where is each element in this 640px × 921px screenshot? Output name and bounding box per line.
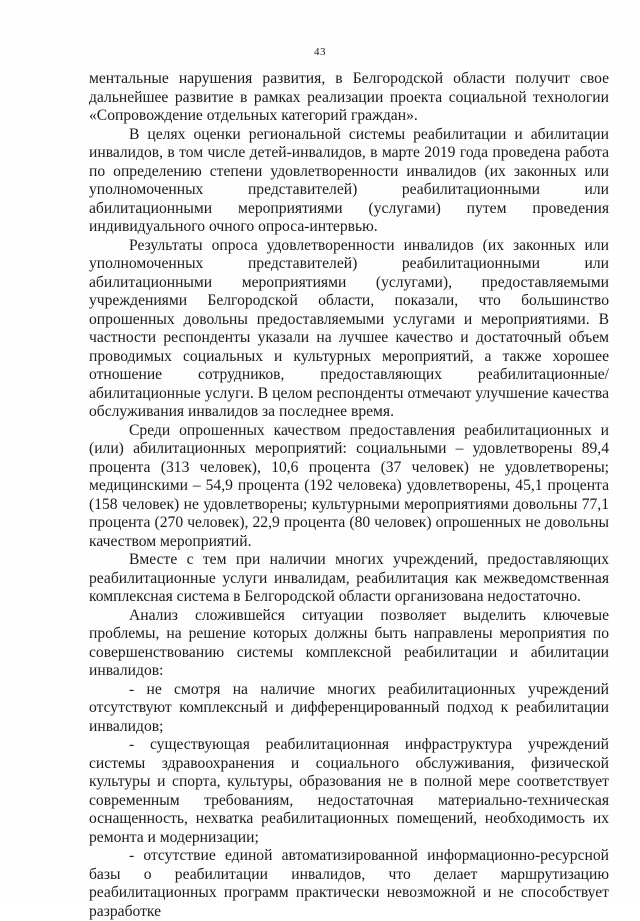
- paragraph-survey-results: Результаты опроса удовлетворенности инвалидов (их законных или уполномоченных представителей) реабилитационными или абилитационными мероприятиями (услугами), предоставляемыми учреждениями Белгородской области, показали, что большинство опрошенных довольны предоставляемыми услугами и мероприятиями. В частности респонденты указали на лучшее качество и достаточный объем проводимых социальных и культурных мероприятий, а также хорошее отношение сотрудников, предоставляющих реабилитационные/абилитационные услуги. В целом респонденты отмечают улучшение качества обслуживания инвалидов за последнее время.: [89, 236, 609, 420]
- paragraph-assessment-work: В целях оценки региональной системы реабилитации и абилитации инвалидов, в том числе детей-инвалидов, в марте 2019 года проведена работа по определению степени удовлетворенности инвалидов (их законных или уполномоченных представителей) реабилитационными или абилитационными мероприятиями (услугами) путем проведения индивидуального очного опроса-интервью.: [89, 125, 609, 235]
- list-item-problem-approach: - не смотря на наличие многих реабилитационных учреждений отсутствуют комплексный и дифференцированный подход к реабилитации инвалидов;: [89, 680, 609, 735]
- paragraph-continuation: ментальные нарушения развития, в Белгородской области получит свое дальнейшее развитие в рамках реализации проекта социальной технологии «Сопровождение отдельных категорий граждан».: [89, 70, 609, 124]
- paragraph-survey-statistics: Среди опрошенных качеством предоставления реабилитационных и (или) абилитационных мероприятий: социальными – удовлетворены 89,4 процента (313 человек), 10,6 процента (37 человек) не удовлетворены; медицинскими – 54,9 процента (192 человека) удовлетворены, 45,1 процента (158 человек) не удовлетворены; культурными мероприятиями довольны 77,1 процента (270 человек), 22,9 процента (80 человек) опрошенных не довольны качеством мероприятий.: [89, 421, 609, 550]
- body-text: [89, 70, 609, 921]
- paragraph-key-problems: Анализ сложившейся ситуации позволяет выделить ключевые проблемы, на решение которых должны быть направлены мероприятия по совершенствованию системы комплексной реабилитации и абилитации инвалидов:: [89, 606, 609, 679]
- paragraph-insufficient-organization: Вместе с тем при наличии многих учреждений, предоставляющих реабилитационные услуги инвалидам, реабилитация как межведомственная комплексная система в Белгородской области организована недостаточно.: [89, 551, 609, 605]
- list-item-problem-infrastructure: - существующая реабилитационная инфраструктура учреждений системы здравоохранения и социального обслуживания, физической культуры и спорта, культуры, образования не в полной мере соответствует современным требованиям, недостаточная материально-техническая оснащенность, нехватка реабилитационных помещений, необходимость их ремонта и модернизации;: [89, 736, 609, 846]
- list-item-problem-database: - отсутствие единой автоматизированной информационно-ресурсной базы о реабилитации инвалидов, что делает маршрутизацию реабилитационных программ практически невозможной и не способствует разработке: [89, 847, 609, 920]
- page-number: 43: [314, 46, 326, 58]
